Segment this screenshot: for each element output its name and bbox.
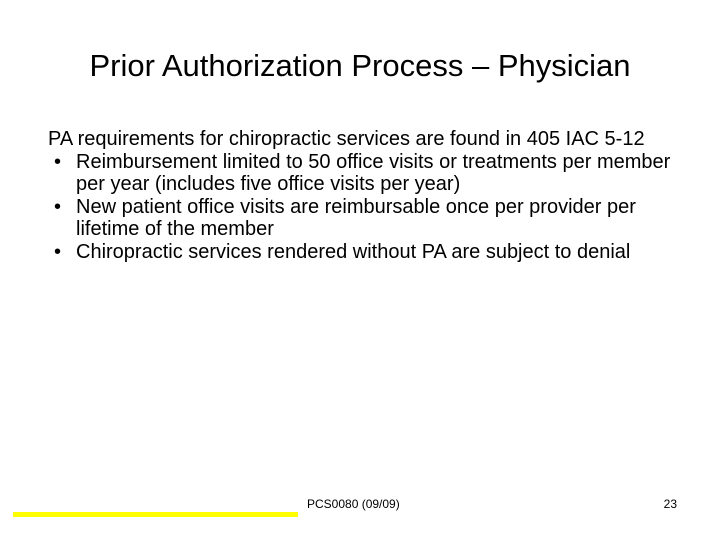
bullet-list: [48, 151, 688, 264]
slide-body: [48, 128, 688, 264]
slide-title: Prior Authorization Process – Physician: [89, 48, 631, 83]
bullet-item: [48, 241, 688, 264]
bullet-icon: •: [54, 150, 62, 173]
footer-accent-bar: [13, 512, 298, 517]
bullet-text: Reimbursement limited to 50 office visits or treatments per member per year (includes five office visits per year): [76, 150, 671, 196]
bullet-text: New patient office visits are reimbursable once per provider per lifetime of the member: [76, 195, 636, 241]
bullet-item: [48, 196, 688, 241]
bullet-item: [48, 151, 688, 196]
bullet-icon: •: [54, 240, 62, 263]
intro-paragraph: PA requirements for chiropractic services are found in 405 IAC 5-12: [48, 128, 645, 150]
bullet-text: Chiropractic services rendered without PA are subject to denial: [76, 240, 631, 263]
bullet-icon: •: [54, 195, 62, 218]
page-number: 23: [663, 497, 677, 511]
footer-doc-code: PCS0080 (09/09): [307, 497, 400, 511]
